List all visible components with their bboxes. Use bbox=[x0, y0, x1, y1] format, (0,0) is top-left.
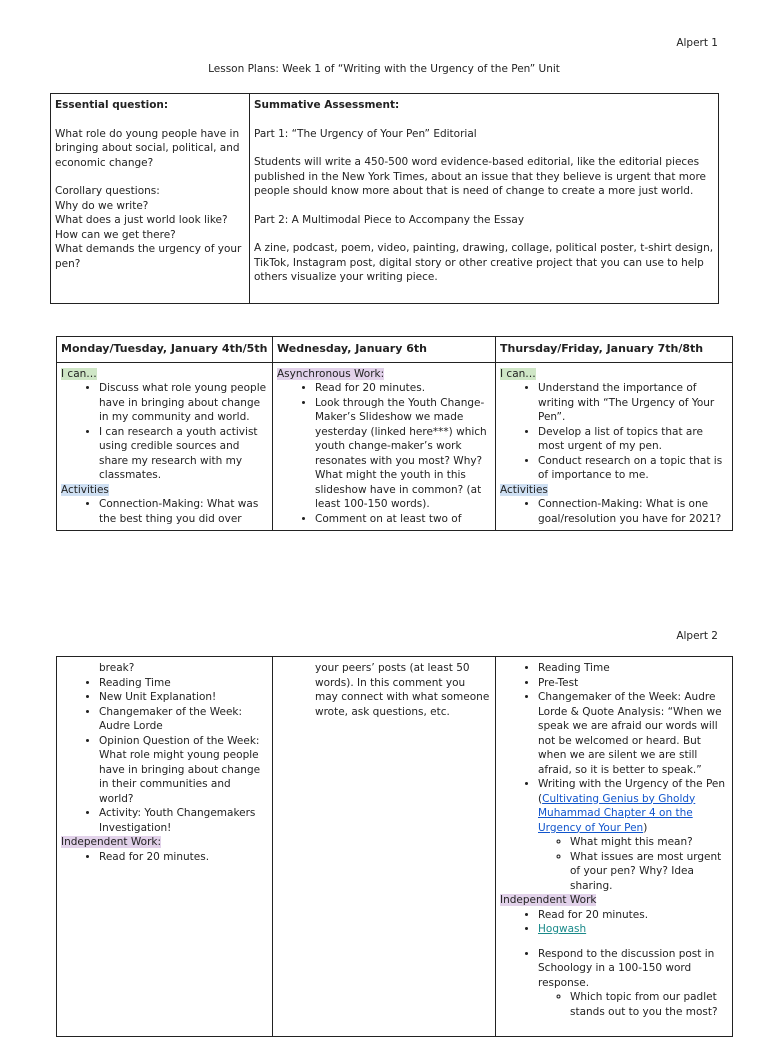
list-item: • I can research a youth activist using credible sources and share my research with my classmates. bbox=[99, 425, 268, 483]
list-item-continued: your peers’ posts (at least 50 words). In this comment you may connect with what someone wrote, ask questions, etc. bbox=[315, 662, 490, 718]
document-title: Lesson Plans: Week 1 of “Writing with the Urgency of the Pen” Unit bbox=[208, 63, 560, 75]
hogwash-link[interactable]: Hogwash bbox=[538, 923, 587, 935]
activities-label: Activities bbox=[61, 483, 109, 496]
part2-description: A zine, podcast, poem, video, painting, drawing, collage, political poster, t-shirt design, TikTok, Instagram post, digital story or other creative project that you can use to help others visualize your writing piece. bbox=[254, 242, 714, 283]
part1-title: Part 1: “The Urgency of Your Pen” Editorial bbox=[254, 127, 477, 140]
schedule-table bbox=[56, 336, 733, 531]
list-item: • Changemaker of the Week: Audre Lorde & Quote Analysis: “When we speak we are afraid our words will not be welcomed or heard. But when we are silent we are still afraid, so it is better to speak.” bbox=[538, 690, 728, 777]
column-header: Wednesday, January 6th bbox=[273, 337, 496, 363]
list-item: • Read for 20 minutes. bbox=[538, 908, 728, 923]
ican-label: I can… bbox=[61, 367, 97, 380]
essential-question-text: What role do young people have in bringing about social, political, and economic change? bbox=[55, 127, 240, 169]
column-header: Monday/Tuesday, January 4th/5th bbox=[57, 337, 273, 363]
list-item: • Pre-Test bbox=[538, 676, 728, 691]
respond-text: Respond to the discussion post in Schoology in a 100-150 word response. bbox=[538, 947, 715, 989]
thursday-cell-continued bbox=[496, 657, 733, 1037]
sub-list-item: ◦ What might this mean? bbox=[570, 835, 728, 850]
list-item: • Read for 20 minutes. bbox=[99, 850, 268, 865]
page-number: Alpert 2 bbox=[676, 630, 718, 642]
schedule-table-continued bbox=[56, 656, 733, 1037]
summative-heading: Summative Assessment: bbox=[254, 99, 400, 111]
async-label: Asynchronous Work: bbox=[277, 367, 385, 380]
corollary-label: Corollary questions: bbox=[55, 185, 160, 197]
writing-prefix: Writing with the Urgency of the Pen ( bbox=[538, 778, 726, 805]
list-item: • Reading Time bbox=[99, 676, 268, 691]
list-item bbox=[538, 922, 728, 937]
activities-label: Activities bbox=[500, 483, 548, 496]
list-item: • Reading Time bbox=[538, 661, 728, 676]
wednesday-cell-continued bbox=[273, 657, 496, 1037]
list-item: • New Unit Explanation! bbox=[99, 690, 268, 705]
writing-suffix: ) bbox=[643, 821, 648, 834]
list-item: • Conduct research on a topic that is of importance to me. bbox=[538, 454, 728, 483]
cultivating-genius-link[interactable]: Cultivating Genius by Gholdy Muhammad Chapter 4 on the Urgency of Your Pen bbox=[538, 792, 696, 834]
page-number: Alpert 1 bbox=[676, 37, 718, 49]
list-item bbox=[538, 777, 728, 893]
corollary-question: What demands the urgency of your pen? bbox=[55, 243, 242, 270]
wednesday-cell bbox=[273, 362, 496, 531]
monday-cell bbox=[57, 362, 273, 531]
part2-title: Part 2: A Multimodal Piece to Accompany the Essay bbox=[254, 213, 525, 226]
corollary-question: How can we get there? bbox=[55, 228, 176, 241]
overview-table bbox=[50, 93, 719, 304]
corollary-question: What does a just world look like? bbox=[55, 214, 228, 226]
list-item: • Develop a list of topics that are most urgent of my pen. bbox=[538, 425, 728, 454]
list-item: • Changemaker of the Week: Audre Lorde bbox=[99, 705, 268, 734]
summative-assessment-cell bbox=[250, 94, 719, 304]
list-item: • Opinion Question of the Week: What role might young people have in bringing about change in their communities and world? bbox=[99, 734, 268, 807]
list-item-continued: break? bbox=[99, 662, 135, 674]
independent-work-label: Independent Work: bbox=[61, 836, 162, 848]
corollary-question: Why do we write? bbox=[55, 199, 149, 212]
sub-list-item: ◦ Which topic from our padlet stands out to you the most? bbox=[570, 990, 728, 1019]
list-item: • Activity: Youth Changemakers Investigation! bbox=[99, 806, 268, 835]
list-item: • Connection-Making: What was the best thing you did over bbox=[99, 497, 268, 526]
essential-question-heading: Essential question: bbox=[55, 99, 169, 111]
list-item: • Look through the Youth Change-Maker’s Slideshow we made yesterday (linked here***) which youth change-maker’s work resonates with you most? Why? What might the youth in this slideshow have in common? (at least 100-150 words). bbox=[315, 396, 491, 512]
thursday-cell bbox=[496, 362, 733, 531]
part1-description: Students will write a 450-500 word evidence-based editorial, like the editorial pieces published in the New York Times, about an issue that they believe is urgent that more people should know more about that is need of change to create a more just world. bbox=[254, 156, 706, 197]
ican-label: I can… bbox=[500, 367, 536, 380]
column-header: Thursday/Friday, January 7th/8th bbox=[496, 337, 733, 363]
independent-work-label: Independent Work bbox=[500, 894, 597, 906]
essential-question-cell bbox=[51, 94, 250, 304]
list-item: • Discuss what role young people have in bringing about change in my community and world. bbox=[99, 381, 268, 425]
list-item: • Connection-Making: What is one goal/resolution you have for 2021? bbox=[538, 497, 728, 526]
monday-cell-continued bbox=[57, 657, 273, 1037]
list-item bbox=[538, 947, 728, 1020]
list-item: • Understand the importance of writing with “The Urgency of Your Pen”. bbox=[538, 381, 728, 425]
sub-list-item: ◦ What issues are most urgent of your pen? Why? Idea sharing. bbox=[570, 850, 728, 894]
list-item: • Comment on at least two of bbox=[315, 512, 491, 527]
list-item: • Read for 20 minutes. bbox=[315, 381, 491, 396]
